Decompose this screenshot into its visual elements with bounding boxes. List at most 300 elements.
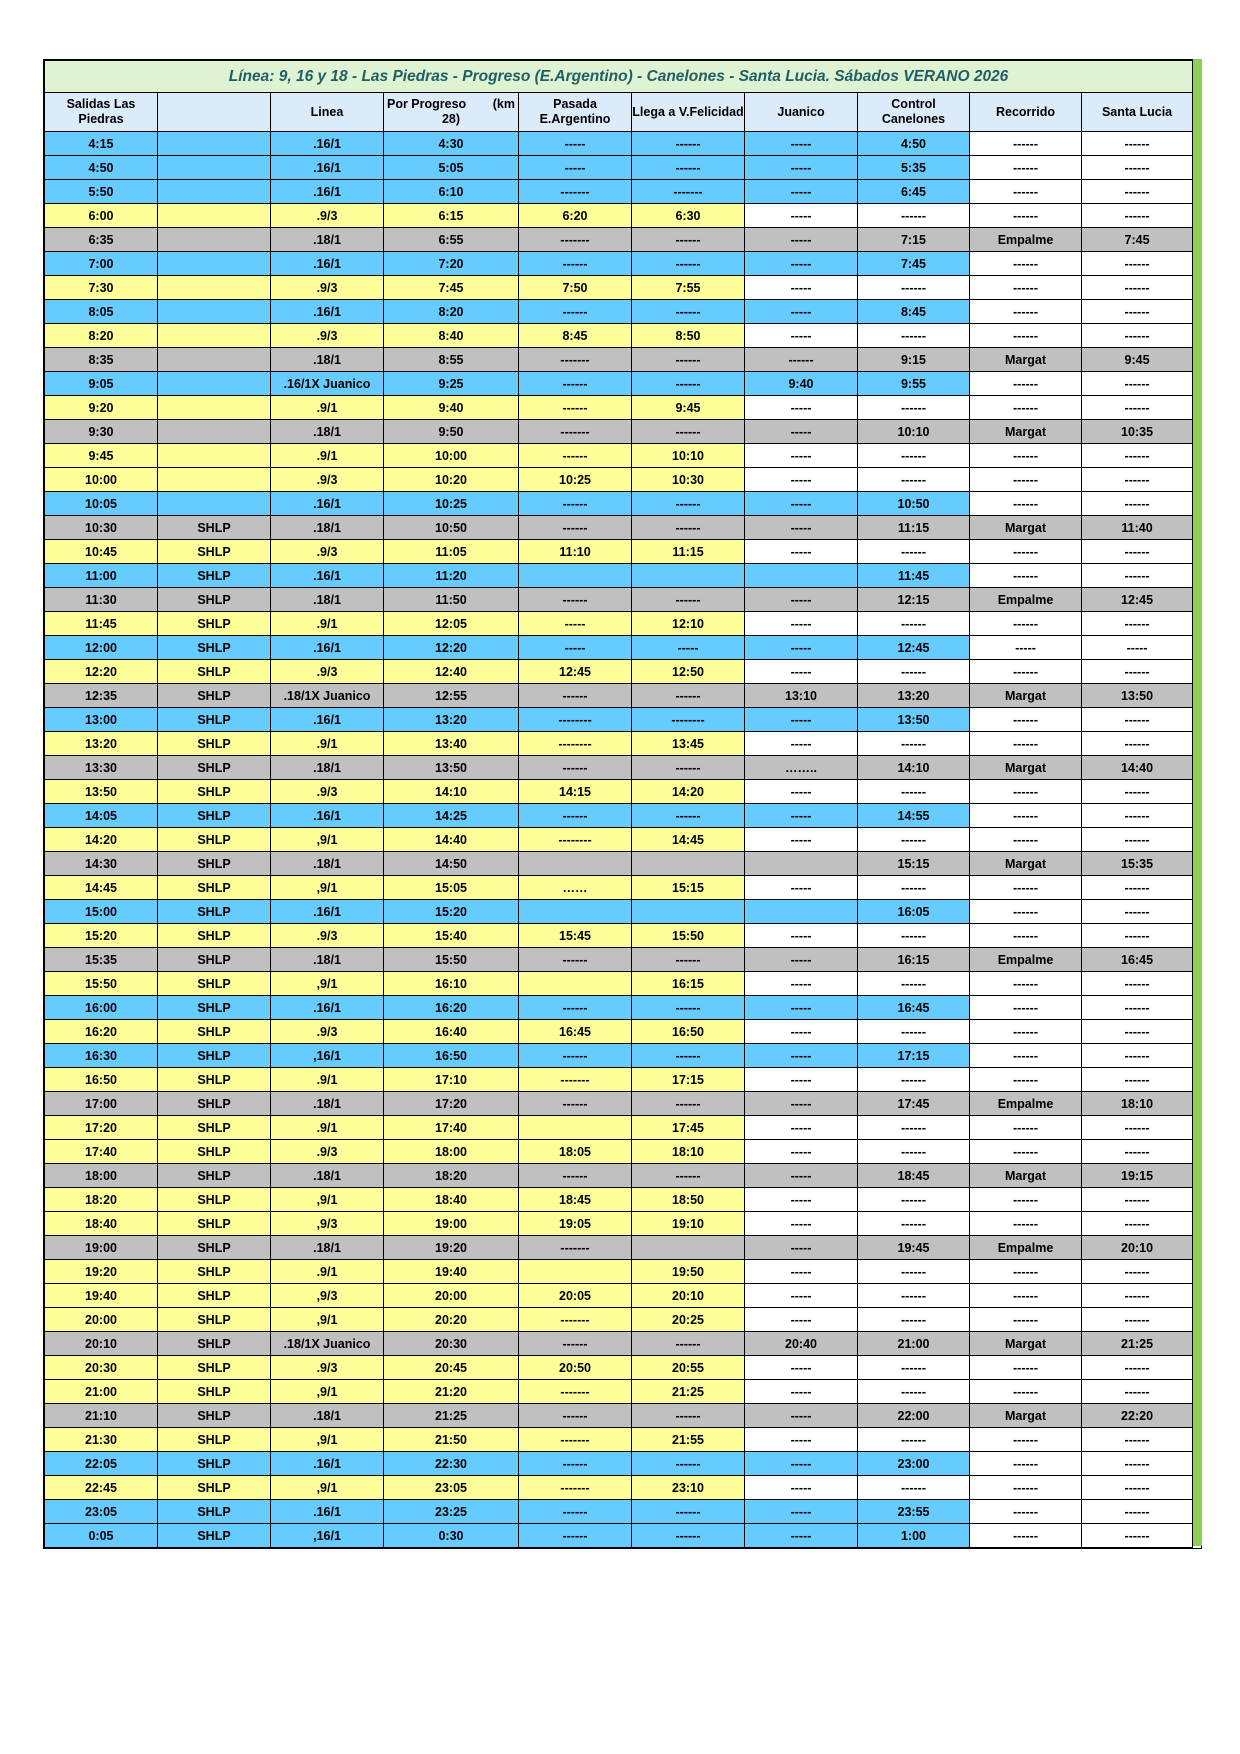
santa-lucia-cell: ------ (1082, 1140, 1193, 1164)
schedule-sheet (43, 59, 1202, 1549)
santa-lucia-cell: 22:20 (1082, 1404, 1193, 1428)
salida-cell: 9:05 (45, 372, 158, 396)
linea-cell: .18/1 (271, 852, 384, 876)
linea-cell: .18/1 (271, 1404, 384, 1428)
control-cell: 14:10 (858, 756, 970, 780)
table-row (45, 348, 1193, 372)
recorrido-cell: ------ (970, 1452, 1082, 1476)
table-row (45, 1524, 1193, 1548)
santa-lucia-cell: ------ (1082, 828, 1193, 852)
progreso-cell: 7:45 (384, 276, 519, 300)
shlp-cell (158, 420, 271, 444)
progreso-cell: 19:40 (384, 1260, 519, 1284)
linea-cell: .9/3 (271, 1020, 384, 1044)
pasada-cell: 8:45 (519, 324, 632, 348)
linea-cell: .9/1 (271, 396, 384, 420)
table-row (45, 1428, 1193, 1452)
llega-cell: 12:50 (632, 660, 745, 684)
shlp-cell: SHLP (158, 660, 271, 684)
pasada-cell: ------- (519, 180, 632, 204)
llega-cell: ------ (632, 156, 745, 180)
linea-cell: ,9/1 (271, 1380, 384, 1404)
schedule-body (45, 132, 1193, 1548)
pasada-cell: ----- (519, 156, 632, 180)
santa-lucia-cell: ------ (1082, 900, 1193, 924)
progreso-cell: 5:05 (384, 156, 519, 180)
santa-lucia-cell: ------ (1082, 1476, 1193, 1500)
table-row (45, 1452, 1193, 1476)
table-row (45, 300, 1193, 324)
santa-lucia-cell: ------ (1082, 708, 1193, 732)
recorrido-cell: Margat (970, 1404, 1082, 1428)
santa-lucia-cell: 16:45 (1082, 948, 1193, 972)
santa-lucia-cell: ------ (1082, 540, 1193, 564)
pasada-cell: ----- (519, 132, 632, 156)
llega-cell: ------ (632, 348, 745, 372)
recorrido-cell: ------ (970, 468, 1082, 492)
llega-cell: 17:45 (632, 1116, 745, 1140)
linea-cell: .16/1 (271, 804, 384, 828)
pasada-cell: ------- (519, 1236, 632, 1260)
recorrido-cell: ------ (970, 1068, 1082, 1092)
progreso-cell: 12:05 (384, 612, 519, 636)
santa-lucia-cell: ------ (1082, 804, 1193, 828)
control-cell: ------ (858, 828, 970, 852)
control-cell: ------ (858, 612, 970, 636)
progreso-cell: 6:15 (384, 204, 519, 228)
shlp-cell: SHLP (158, 1068, 271, 1092)
salida-cell: 10:05 (45, 492, 158, 516)
juanico-cell: ----- (745, 876, 858, 900)
pasada-cell (519, 900, 632, 924)
progreso-cell: 14:25 (384, 804, 519, 828)
salida-cell: 18:40 (45, 1212, 158, 1236)
recorrido-cell: Empalme (970, 228, 1082, 252)
llega-cell: 6:30 (632, 204, 745, 228)
santa-lucia-cell: ------ (1082, 444, 1193, 468)
progreso-cell: 10:20 (384, 468, 519, 492)
juanico-cell: ----- (745, 540, 858, 564)
table-row (45, 1188, 1193, 1212)
control-cell: 13:20 (858, 684, 970, 708)
santa-lucia-cell: 12:45 (1082, 588, 1193, 612)
juanico-cell: ----- (745, 1500, 858, 1524)
linea-cell: .18/1 (271, 948, 384, 972)
table-row (45, 1020, 1193, 1044)
control-cell: ------ (858, 1284, 970, 1308)
progreso-cell: 11:20 (384, 564, 519, 588)
progreso-cell: 16:50 (384, 1044, 519, 1068)
linea-cell: .9/1 (271, 444, 384, 468)
progreso-cell: 20:00 (384, 1284, 519, 1308)
control-cell: ------ (858, 324, 970, 348)
recorrido-cell: ------ (970, 1356, 1082, 1380)
table-row (45, 900, 1193, 924)
shlp-cell: SHLP (158, 1020, 271, 1044)
table-row (45, 804, 1193, 828)
juanico-cell: ----- (745, 924, 858, 948)
llega-cell: ------ (632, 252, 745, 276)
recorrido-cell: Empalme (970, 1092, 1082, 1116)
linea-cell: .16/1 (271, 636, 384, 660)
shlp-cell: SHLP (158, 516, 271, 540)
schedule-table (44, 60, 1193, 1548)
table-row (45, 1212, 1193, 1236)
juanico-cell: ----- (745, 180, 858, 204)
recorrido-cell: Margat (970, 1332, 1082, 1356)
pasada-cell (519, 1260, 632, 1284)
salida-cell: 10:45 (45, 540, 158, 564)
shlp-cell (158, 324, 271, 348)
salida-cell: 20:10 (45, 1332, 158, 1356)
shlp-cell: SHLP (158, 540, 271, 564)
control-cell: ------ (858, 444, 970, 468)
header-llega: Llega a V.Felicidad (632, 93, 745, 132)
santa-lucia-cell: 11:40 (1082, 516, 1193, 540)
llega-cell (632, 852, 745, 876)
santa-lucia-cell: ------ (1082, 204, 1193, 228)
control-cell: 16:45 (858, 996, 970, 1020)
santa-lucia-cell: ------ (1082, 492, 1193, 516)
juanico-cell: ----- (745, 612, 858, 636)
table-row (45, 1308, 1193, 1332)
control-cell: 10:10 (858, 420, 970, 444)
llega-cell: 20:55 (632, 1356, 745, 1380)
recorrido-cell: ------ (970, 1260, 1082, 1284)
table-row (45, 1404, 1193, 1428)
recorrido-cell: ------ (970, 708, 1082, 732)
salida-cell: 8:05 (45, 300, 158, 324)
progreso-cell: 9:50 (384, 420, 519, 444)
llega-cell: 20:25 (632, 1308, 745, 1332)
progreso-cell: 11:50 (384, 588, 519, 612)
table-row (45, 540, 1193, 564)
recorrido-cell: ------ (970, 732, 1082, 756)
llega-cell: ------ (632, 804, 745, 828)
control-cell: 11:45 (858, 564, 970, 588)
linea-cell: ,9/3 (271, 1212, 384, 1236)
header-recorrido: Recorrido (970, 93, 1082, 132)
shlp-cell: SHLP (158, 1140, 271, 1164)
progreso-cell: 16:20 (384, 996, 519, 1020)
pasada-cell: 18:05 (519, 1140, 632, 1164)
linea-cell: ,9/1 (271, 876, 384, 900)
shlp-cell (158, 204, 271, 228)
progreso-cell: 12:40 (384, 660, 519, 684)
shlp-cell: SHLP (158, 1260, 271, 1284)
linea-cell: .18/1 (271, 228, 384, 252)
llega-cell (632, 1236, 745, 1260)
progreso-cell: 23:25 (384, 1500, 519, 1524)
table-row (45, 516, 1193, 540)
pasada-cell: 14:15 (519, 780, 632, 804)
llega-cell: ------ (632, 684, 745, 708)
shlp-cell: SHLP (158, 948, 271, 972)
linea-cell: .9/3 (271, 780, 384, 804)
juanico-cell: ----- (745, 708, 858, 732)
pasada-cell: ------ (519, 1500, 632, 1524)
table-row (45, 1500, 1193, 1524)
juanico-cell: ----- (745, 204, 858, 228)
salida-cell: 16:30 (45, 1044, 158, 1068)
salida-cell: 17:00 (45, 1092, 158, 1116)
progreso-cell: 12:55 (384, 684, 519, 708)
pasada-cell: 10:25 (519, 468, 632, 492)
juanico-cell: ----- (745, 444, 858, 468)
salida-cell: 12:00 (45, 636, 158, 660)
recorrido-cell: ------ (970, 1524, 1082, 1548)
shlp-cell (158, 132, 271, 156)
pasada-cell (519, 564, 632, 588)
recorrido-cell: ------ (970, 132, 1082, 156)
santa-lucia-cell: ------ (1082, 1020, 1193, 1044)
llega-cell: 18:50 (632, 1188, 745, 1212)
juanico-cell: ----- (745, 492, 858, 516)
llega-cell: 9:45 (632, 396, 745, 420)
juanico-cell (745, 564, 858, 588)
table-row (45, 708, 1193, 732)
recorrido-cell: Empalme (970, 588, 1082, 612)
linea-cell: .16/1 (271, 1500, 384, 1524)
salida-cell: 9:45 (45, 444, 158, 468)
recorrido-cell: ------ (970, 924, 1082, 948)
control-cell: 1:00 (858, 1524, 970, 1548)
table-row (45, 756, 1193, 780)
shlp-cell: SHLP (158, 1452, 271, 1476)
shlp-cell (158, 468, 271, 492)
progreso-cell: 0:30 (384, 1524, 519, 1548)
santa-lucia-cell: 15:35 (1082, 852, 1193, 876)
salida-cell: 12:35 (45, 684, 158, 708)
santa-lucia-cell: ------ (1082, 156, 1193, 180)
shlp-cell (158, 156, 271, 180)
control-cell: 7:45 (858, 252, 970, 276)
pasada-cell: ------- (519, 1068, 632, 1092)
salida-cell: 16:00 (45, 996, 158, 1020)
shlp-cell: SHLP (158, 1356, 271, 1380)
salida-cell: 13:50 (45, 780, 158, 804)
llega-cell: ------ (632, 1044, 745, 1068)
salida-cell: 18:00 (45, 1164, 158, 1188)
table-row (45, 156, 1193, 180)
control-cell: 7:15 (858, 228, 970, 252)
shlp-cell (158, 372, 271, 396)
shlp-cell (158, 276, 271, 300)
control-cell: ------ (858, 780, 970, 804)
shlp-cell: SHLP (158, 1308, 271, 1332)
llega-cell: 16:50 (632, 1020, 745, 1044)
linea-cell: .9/3 (271, 324, 384, 348)
salida-cell: 14:20 (45, 828, 158, 852)
table-row (45, 132, 1193, 156)
juanico-cell: ----- (745, 660, 858, 684)
pasada-cell: ------- (519, 228, 632, 252)
progreso-cell: 9:40 (384, 396, 519, 420)
salida-cell: 11:00 (45, 564, 158, 588)
pasada-cell: 15:45 (519, 924, 632, 948)
juanico-cell: ----- (745, 732, 858, 756)
pasada-cell: ------- (519, 420, 632, 444)
santa-lucia-cell: 20:10 (1082, 1236, 1193, 1260)
salida-cell: 16:50 (45, 1068, 158, 1092)
shlp-cell (158, 252, 271, 276)
linea-cell: .9/1 (271, 1116, 384, 1140)
pasada-cell (519, 1116, 632, 1140)
control-cell: ------ (858, 660, 970, 684)
shlp-cell: SHLP (158, 1236, 271, 1260)
shlp-cell (158, 444, 271, 468)
shlp-cell: SHLP (158, 924, 271, 948)
santa-lucia-cell: 21:25 (1082, 1332, 1193, 1356)
progreso-cell: 23:05 (384, 1476, 519, 1500)
linea-cell: .18/1 (271, 420, 384, 444)
pasada-cell: 7:50 (519, 276, 632, 300)
llega-cell: ------ (632, 492, 745, 516)
table-row (45, 324, 1193, 348)
juanico-cell: ----- (745, 228, 858, 252)
progreso-cell: 14:50 (384, 852, 519, 876)
salida-cell: 13:00 (45, 708, 158, 732)
table-row (45, 828, 1193, 852)
shlp-cell: SHLP (158, 1500, 271, 1524)
pasada-cell: ------ (519, 516, 632, 540)
llega-cell: ------ (632, 300, 745, 324)
recorrido-cell: ------ (970, 492, 1082, 516)
llega-cell: ------ (632, 420, 745, 444)
santa-lucia-cell: ------ (1082, 1188, 1193, 1212)
progreso-cell: 20:20 (384, 1308, 519, 1332)
llega-cell: ------ (632, 1452, 745, 1476)
llega-cell: 15:50 (632, 924, 745, 948)
pasada-cell: ------ (519, 372, 632, 396)
llega-cell: 15:15 (632, 876, 745, 900)
table-row (45, 1068, 1193, 1092)
recorrido-cell: ------ (970, 1044, 1082, 1068)
progreso-cell: 10:50 (384, 516, 519, 540)
llega-cell: 7:55 (632, 276, 745, 300)
control-cell: 6:45 (858, 180, 970, 204)
table-row (45, 852, 1193, 876)
table-row (45, 564, 1193, 588)
progreso-cell: 14:10 (384, 780, 519, 804)
pasada-cell (519, 852, 632, 876)
linea-cell: ,16/1 (271, 1044, 384, 1068)
shlp-cell: SHLP (158, 588, 271, 612)
llega-cell: ------ (632, 996, 745, 1020)
salida-cell: 0:05 (45, 1524, 158, 1548)
control-cell: ------ (858, 1308, 970, 1332)
recorrido-cell: ------ (970, 1212, 1082, 1236)
pasada-cell: ------ (519, 684, 632, 708)
llega-cell: -------- (632, 708, 745, 732)
shlp-cell: SHLP (158, 1428, 271, 1452)
recorrido-cell: ------ (970, 300, 1082, 324)
control-cell: 9:55 (858, 372, 970, 396)
linea-cell: .16/1 (271, 492, 384, 516)
pasada-cell: …… (519, 876, 632, 900)
santa-lucia-cell: ------ (1082, 276, 1193, 300)
control-cell: 12:45 (858, 636, 970, 660)
control-cell: ------ (858, 924, 970, 948)
salida-cell: 22:45 (45, 1476, 158, 1500)
header-control: Control Canelones (858, 93, 970, 132)
linea-cell: .16/1 (271, 996, 384, 1020)
progreso-cell: 8:40 (384, 324, 519, 348)
juanico-cell: …….. (745, 756, 858, 780)
recorrido-cell: Margat (970, 684, 1082, 708)
control-cell: 21:00 (858, 1332, 970, 1356)
juanico-cell: ----- (745, 1188, 858, 1212)
shlp-cell: SHLP (158, 1044, 271, 1068)
recorrido-cell: ------ (970, 804, 1082, 828)
table-row (45, 1284, 1193, 1308)
juanico-cell: ----- (745, 420, 858, 444)
pasada-cell: -------- (519, 708, 632, 732)
shlp-cell (158, 348, 271, 372)
recorrido-cell: ------ (970, 1476, 1082, 1500)
santa-lucia-cell: ------ (1082, 612, 1193, 636)
santa-lucia-cell: 13:50 (1082, 684, 1193, 708)
shlp-cell: SHLP (158, 1116, 271, 1140)
recorrido-cell: ------ (970, 1284, 1082, 1308)
control-cell: 12:15 (858, 588, 970, 612)
llega-cell: 19:50 (632, 1260, 745, 1284)
salida-cell: 17:40 (45, 1140, 158, 1164)
header-progreso-label: Por Progreso (387, 97, 467, 111)
progreso-cell: 9:25 (384, 372, 519, 396)
juanico-cell: ----- (745, 1356, 858, 1380)
salida-cell: 7:30 (45, 276, 158, 300)
linea-cell: .18/1 (271, 516, 384, 540)
salida-cell: 15:20 (45, 924, 158, 948)
juanico-cell: ----- (745, 1284, 858, 1308)
header-salidas: Salidas Las Piedras (45, 93, 158, 132)
pasada-cell: ------ (519, 1332, 632, 1356)
salida-cell: 15:35 (45, 948, 158, 972)
llega-cell: ------ (632, 588, 745, 612)
table-row (45, 684, 1193, 708)
table-row (45, 1236, 1193, 1260)
juanico-cell: ------ (745, 348, 858, 372)
linea-cell: .16/1 (271, 900, 384, 924)
shlp-cell: SHLP (158, 708, 271, 732)
shlp-cell (158, 492, 271, 516)
control-cell: 17:45 (858, 1092, 970, 1116)
progreso-cell: 19:00 (384, 1212, 519, 1236)
salida-cell: 11:45 (45, 612, 158, 636)
header-row (45, 93, 1193, 132)
header-pasada: Pasada E.Argentino (519, 93, 632, 132)
control-cell: 8:45 (858, 300, 970, 324)
linea-cell: .18/1 (271, 348, 384, 372)
santa-lucia-cell: ------ (1082, 252, 1193, 276)
linea-cell: .9/1 (271, 732, 384, 756)
juanico-cell: ----- (745, 1476, 858, 1500)
pasada-cell: ------- (519, 1380, 632, 1404)
salida-cell: 17:20 (45, 1116, 158, 1140)
recorrido-cell: ------ (970, 996, 1082, 1020)
recorrido-cell: ------ (970, 1380, 1082, 1404)
recorrido-cell: ------ (970, 156, 1082, 180)
linea-cell: ,9/1 (271, 1188, 384, 1212)
control-cell: ------ (858, 1260, 970, 1284)
santa-lucia-cell: ------ (1082, 132, 1193, 156)
llega-cell: 14:45 (632, 828, 745, 852)
table-row (45, 444, 1193, 468)
table-row (45, 1332, 1193, 1356)
pasada-cell: ------ (519, 1164, 632, 1188)
salida-cell: 9:20 (45, 396, 158, 420)
